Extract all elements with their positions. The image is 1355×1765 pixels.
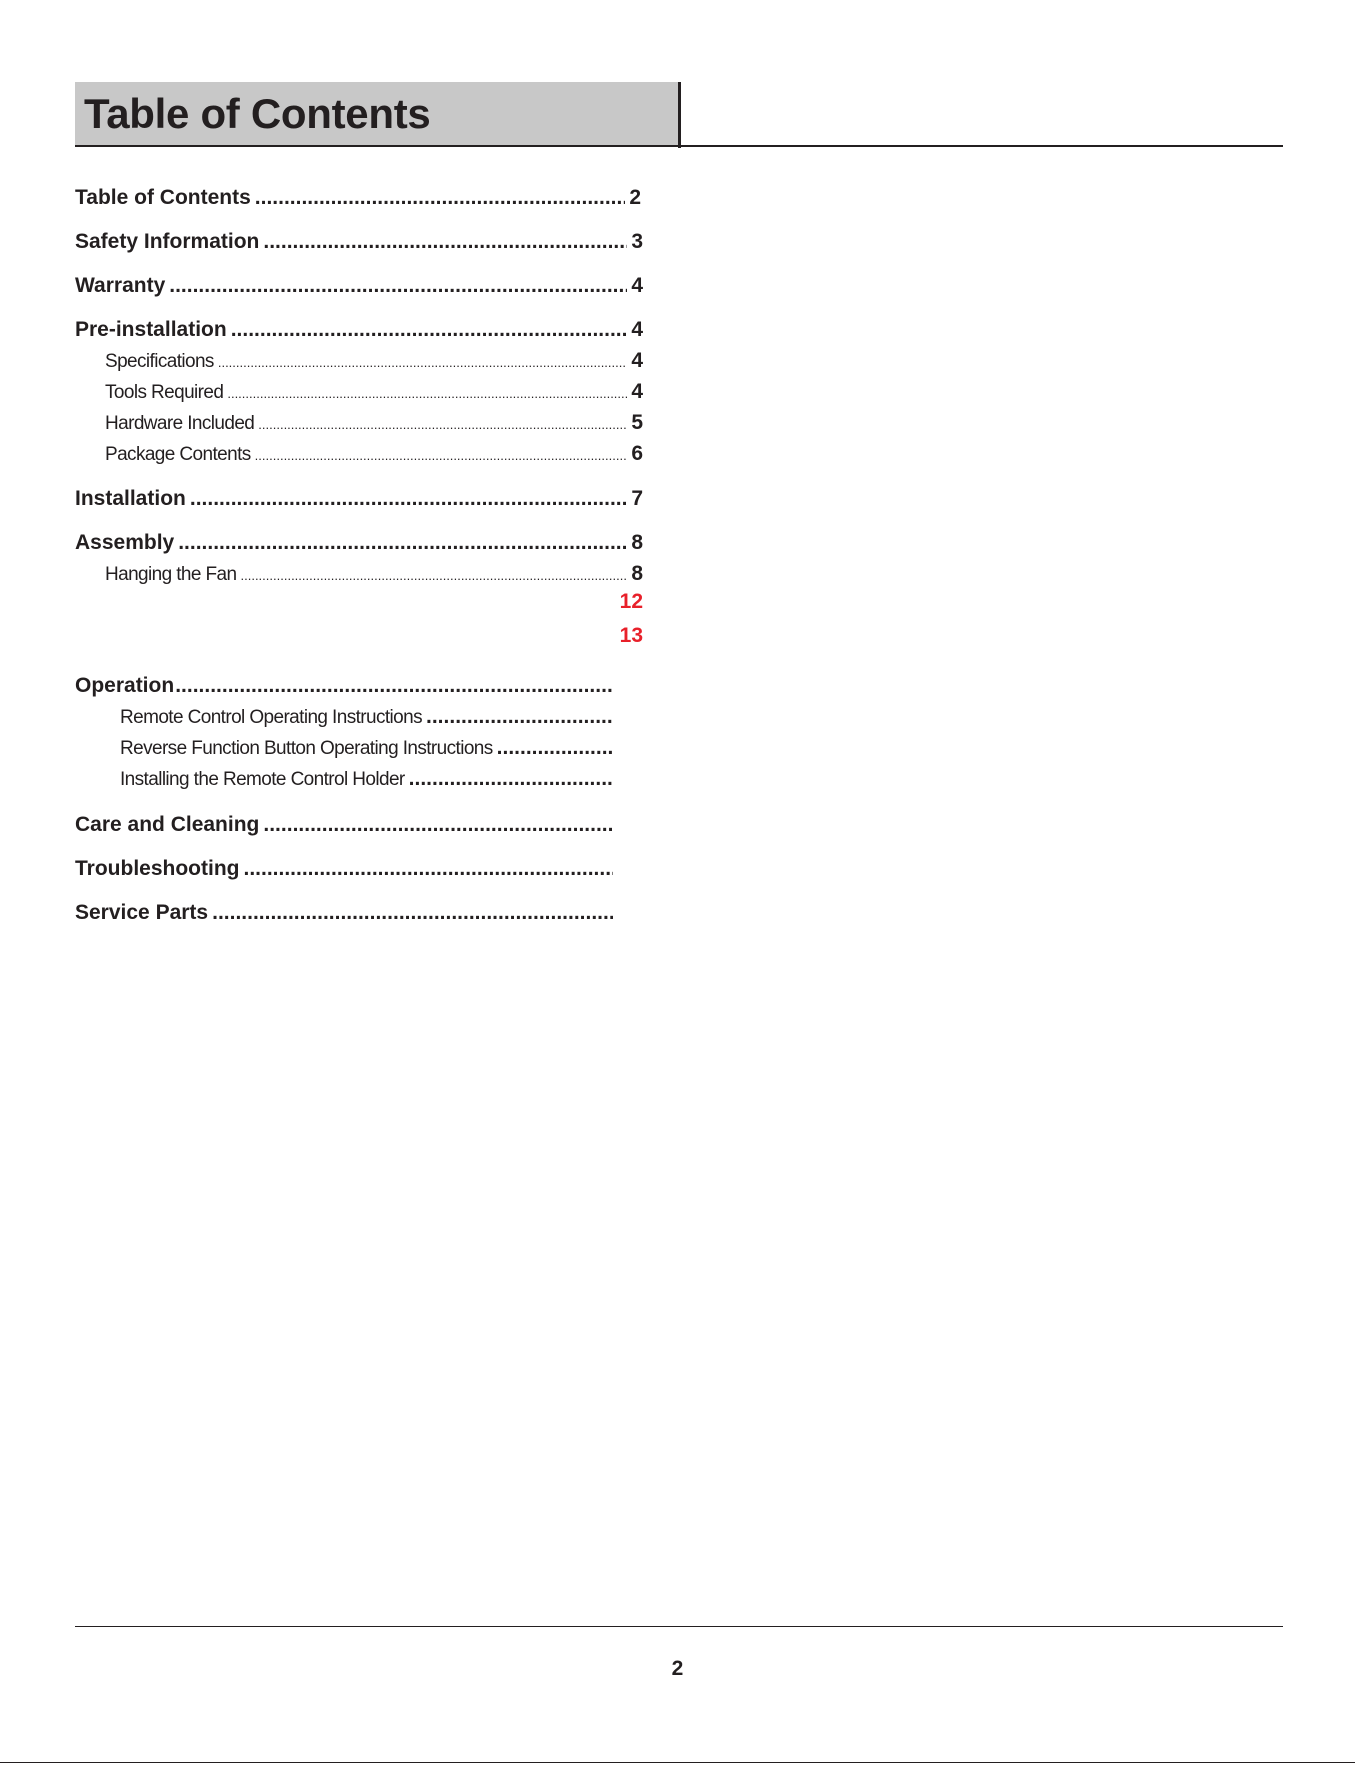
toc-subentry[interactable]	[120, 766, 617, 792]
toc-entry-page: 8	[631, 562, 643, 585]
toc-entry-label: Remote Control Operating Instructions	[120, 707, 423, 728]
toc-leader-dots	[409, 766, 613, 792]
toc-entry-page: 4	[631, 349, 643, 372]
toc-entry-page: 5	[631, 411, 643, 434]
toc-leader-dots	[258, 412, 627, 436]
toc-leader-dots	[178, 529, 627, 557]
footer-rule	[75, 1626, 1283, 1627]
toc-entry-label: Service Parts	[75, 901, 209, 924]
toc-entry-page: 4	[631, 318, 643, 341]
toc-entry-label: Hanging the Fan	[105, 564, 237, 585]
page-title: Table of Contents	[84, 90, 431, 137]
toc-subentry[interactable]	[120, 704, 617, 730]
toc-entry[interactable]	[75, 316, 643, 344]
toc-leader-dots	[426, 704, 613, 730]
toc-leader-dots	[169, 272, 627, 300]
toc-entry-label: Hardware Included	[105, 413, 255, 434]
header-rule	[75, 145, 1283, 147]
toc-entry-page: 3	[631, 230, 643, 253]
toc-leader-dots	[263, 228, 627, 256]
toc-subentry[interactable]	[120, 735, 617, 761]
toc-entry[interactable]	[75, 899, 617, 927]
toc-leader-dots	[175, 672, 613, 700]
toc-entry-label: Safety Information	[75, 230, 260, 253]
bottom-edge-rule	[0, 1762, 1355, 1763]
toc-leader-dots	[190, 485, 627, 513]
toc-entry[interactable]	[75, 529, 643, 557]
toc-entry-label: Assembly	[75, 531, 175, 554]
stray-page-number: 13	[619, 624, 643, 647]
toc-entry[interactable]	[75, 184, 641, 212]
toc-entry[interactable]	[75, 228, 643, 256]
toc-entry-page: 4	[631, 380, 643, 403]
toc-entry-page: 4	[631, 274, 643, 297]
toc-leader-dots	[218, 350, 627, 374]
toc-entry-page: 7	[631, 487, 643, 510]
toc-leader-dots	[231, 316, 628, 344]
toc-entry[interactable]	[75, 811, 617, 839]
toc-entry-label: Troubleshooting	[75, 857, 240, 880]
toc-leader-dots	[497, 735, 613, 761]
toc-leader-dots	[227, 381, 627, 405]
toc-entry-page: 6	[631, 442, 643, 465]
toc-entry-label: Tools Required	[105, 382, 224, 403]
toc-leader-dots	[255, 443, 628, 467]
header-divider	[678, 82, 681, 148]
toc-leader-dots	[255, 184, 626, 212]
toc-entry-label: Installing the Remote Control Holder	[120, 769, 405, 790]
toc-entry[interactable]	[75, 272, 643, 300]
toc-entry-label: Pre-installation	[75, 318, 227, 341]
toc-leader-dots	[212, 899, 613, 927]
toc-entry-label: Care and Cleaning	[75, 813, 260, 836]
page-number: 2	[671, 1657, 684, 1680]
toc-subentry[interactable]	[105, 348, 643, 374]
toc-entry-label: Specifications	[105, 351, 214, 372]
toc-entry-label: Operation	[75, 674, 175, 697]
toc-leader-dots	[241, 563, 628, 587]
toc-subentry[interactable]	[105, 561, 643, 587]
toc-entry-label: Reverse Function Button Operating Instructions	[120, 738, 493, 759]
toc-leader-dots	[243, 855, 613, 883]
toc-entry-label: Warranty	[75, 274, 166, 297]
toc-entry[interactable]	[75, 672, 617, 700]
toc-entry[interactable]	[75, 485, 643, 513]
toc-entry-page: 8	[631, 531, 643, 554]
toc-subentry[interactable]	[105, 441, 643, 467]
toc-leader-dots	[263, 811, 613, 839]
toc-entry-label: Table of Contents	[75, 186, 251, 209]
toc-entry-label: Package Contents	[105, 444, 251, 465]
toc-entry[interactable]	[75, 855, 617, 883]
toc-entry-label: Installation	[75, 487, 186, 510]
toc-subentry[interactable]	[105, 379, 643, 405]
toc-entry-page: 2	[629, 186, 641, 209]
stray-page-number: 12	[619, 590, 643, 613]
toc-subentry[interactable]	[105, 410, 643, 436]
